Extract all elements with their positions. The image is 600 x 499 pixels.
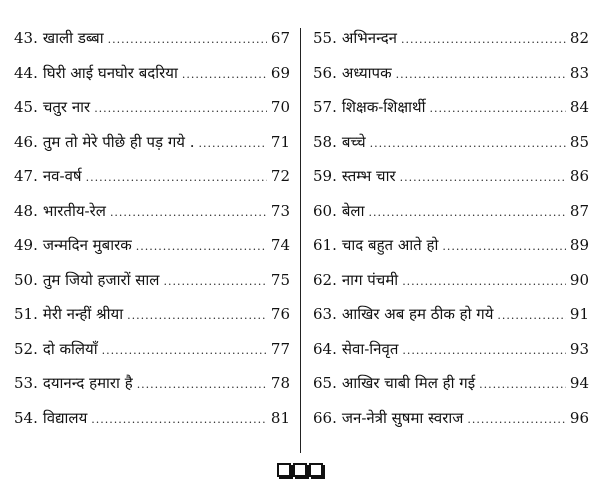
entry-number: 59. [313,167,337,185]
entry-number: 58. [313,132,337,151]
toc-entry [14,408,290,443]
toc-entry [313,97,589,132]
toc-entry [14,270,290,305]
entry-page-number: 73 [270,201,290,220]
dot-leader [102,344,267,357]
entry-page-number: 85 [569,132,589,151]
entry-page-number: 74 [270,236,290,254]
entry-title: विद्यालय [42,408,88,427]
dot-leader [401,33,566,46]
entry-number: 62. [313,270,337,289]
entry-title: बच्चे [341,132,366,151]
entry-page-number: 69 [270,63,290,82]
dot-leader [94,102,267,115]
entry-title: तुम जियो हजारों साल [42,270,160,289]
entry-page-number: 76 [270,305,290,323]
entry-page-number: 81 [270,408,290,427]
dot-leader [402,275,566,288]
entry-title: आखिर चाबी मिल ही गई [341,374,476,392]
entry-page-number: 71 [270,132,290,151]
entry-page-number: 87 [569,201,589,220]
dot-leader [136,240,267,253]
toc-entry [313,339,589,374]
ornament-box-icon [293,463,307,477]
entry-number: 43. [14,29,38,47]
entry-title: चाद बहुत आते हो [341,236,439,254]
entry-title: दयानन्द हमारा है [42,374,133,392]
entry-page-number: 94 [569,374,589,392]
toc-entry [313,373,589,408]
entry-page-number: 93 [569,339,589,358]
dot-leader [163,275,266,288]
toc-entry [14,166,290,201]
dot-leader [108,33,267,46]
end-ornament [0,462,600,481]
toc-entry [14,63,290,98]
toc-entry [14,132,290,167]
entry-number: 49. [14,236,38,254]
entry-number: 53. [14,374,38,392]
dot-leader [442,240,566,253]
entry-page-number: 70 [270,98,290,116]
entry-number: 61. [313,236,337,254]
toc-entry [313,132,589,167]
dot-leader [368,206,565,219]
entry-page-number: 82 [569,29,589,47]
entry-page-number: 83 [569,63,589,82]
toc-entry [313,201,589,236]
toc-entry [14,201,290,236]
entry-number: 57. [313,98,337,116]
entry-number: 50. [14,270,38,289]
entry-number: 51. [14,305,38,323]
entry-number: 66. [313,408,337,427]
entry-page-number: 77 [270,339,290,358]
ornament-box-icon [277,463,291,477]
entry-title: खाली डब्बा [42,29,104,47]
entry-number: 44. [14,63,38,82]
entry-number: 45. [14,98,38,116]
entry-title: जन्मदिन मुबारक [42,236,132,254]
entry-number: 64. [313,339,337,358]
dot-leader [91,413,267,426]
dot-leader [127,309,267,322]
entry-number: 47. [14,167,38,185]
entry-title: सेवा-निवृत [341,339,399,358]
entry-title: घिरी आई घनघोर बदरिया [42,63,178,82]
toc-left-column [14,28,290,442]
toc-entry [313,408,589,443]
dot-leader [182,68,267,81]
entry-page-number: 96 [569,408,589,427]
entry-page-number: 91 [569,305,589,323]
toc-entry [14,28,290,63]
toc-entry [313,63,589,98]
entry-page-number: 72 [270,167,290,185]
entry-page-number: 75 [270,270,290,289]
entry-title: तुम तो मेरे पीछे ही पड़ गये . [42,132,195,151]
entry-title: अभिनन्दन [341,29,397,47]
entry-page-number: 89 [569,236,589,254]
dot-leader [396,68,566,81]
entry-page-number: 86 [569,167,589,185]
entry-title: भारतीय-रेल [42,201,106,220]
entry-number: 60. [313,201,337,220]
entry-page-number: 78 [270,374,290,392]
toc-entry [14,373,290,408]
entry-title: स्तम्भ चार [341,167,396,185]
dot-leader [137,378,267,391]
dot-leader [497,309,566,322]
dot-leader [199,137,267,150]
entry-title: जन-नेत्री सुषमा स्वराज [341,408,464,427]
entry-number: 52. [14,339,38,358]
dot-leader [402,344,566,357]
ornament-box-icon [309,463,323,477]
entry-title: बेला [341,201,365,220]
dot-leader [86,171,267,184]
entry-title: शिक्षक-शिक्षार्थी [341,98,426,116]
dot-leader [429,102,565,115]
entry-page-number: 67 [270,29,290,47]
entry-number: 46. [14,132,38,151]
toc-right-column [313,28,589,442]
toc-entry [313,304,589,339]
entry-title: दो कलियाँ [42,339,98,358]
dot-leader [479,378,566,391]
toc-entry [313,235,589,270]
toc-entry [313,166,589,201]
column-divider [300,28,301,453]
dot-leader [110,206,267,219]
entry-number: 65. [313,374,337,392]
entry-title: अध्यापक [341,63,392,82]
entry-title: चतुर नार [42,98,91,116]
entry-page-number: 90 [569,270,589,289]
entry-number: 63. [313,305,337,323]
dot-leader [370,137,566,150]
entry-title: मेरी नन्हीं श्रीया [42,305,124,323]
toc-entry [313,28,589,63]
toc-entry [14,97,290,132]
entry-page-number: 84 [569,98,589,116]
dot-leader [400,171,566,184]
entry-number: 48. [14,201,38,220]
entry-title: नाग पंचमी [341,270,399,289]
toc-entry [14,304,290,339]
entry-title: नव-वर्ष [42,167,82,185]
entry-number: 55. [313,29,337,47]
toc-entry [313,270,589,305]
entry-number: 54. [14,408,38,427]
toc-entry [14,235,290,270]
toc-entry [14,339,290,374]
dot-leader [467,413,566,426]
entry-number: 56. [313,63,337,82]
entry-title: आखिर अब हम ठीक हो गये [341,305,494,323]
